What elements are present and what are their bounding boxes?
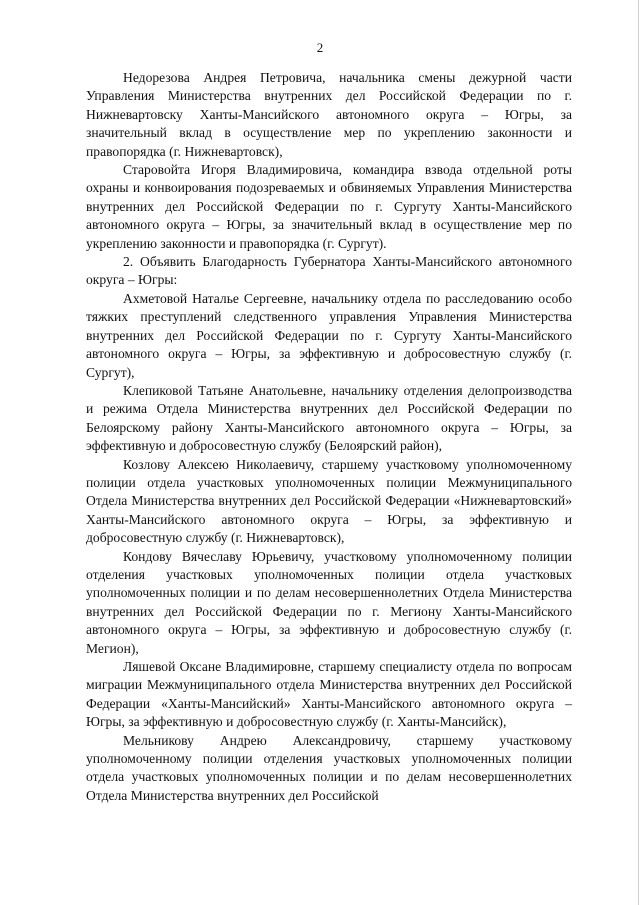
paragraph-gratitude-lyasheva: Ляшевой Оксане Владимировне, старшему специалисту отдела по вопросам миграции Межмуниципального отдела Министерства внутренних дел Российской Федерации «Ханты-Мансийский» Ханты-Мансийского автономного округа – Югры, за эффективную и добросовестную службу (г. Ханты-Мансийск), <box>86 659 572 730</box>
page-edge <box>638 0 639 905</box>
paragraph-gratitude-melnikov: Мельникову Андрею Александровичу, старшему участковому уполномоченному полиции отделения участковых уполномоченных полиции отдела участковых уполномоченных полиции и по делам несовершеннолетних Отдела Министерства внутренних дел Российской <box>86 732 572 803</box>
paragraph-award-starovoit: Старовойта Игоря Владимировича, командира взвода отдельной роты охраны и конвоирования подозреваемых и обвиняемых Управления Министерства внутренних дел Российской Федерации по г. Сургуту Ханты-Мансийского автономного округа – Югры, за значительный вклад в осуществление мер по укреплению законности и правопорядка (г. Сургут). <box>86 162 572 251</box>
page-number: 2 <box>316 40 324 55</box>
paragraph-gratitude-kozlov: Козлову Алексею Николаевичу, старшему участковому уполномоченному полиции отдела участковых уполномоченных полиции Межмуниципального Отдела Министерства внутренних дел Российской Федерации «Нижневартовский» Ханты-Мансийского автономного округа – Югры, за эффективную и добросовестную службу (г. Нижневартовск), <box>86 456 572 546</box>
paragraph-award-nedorezov: Недорезова Андрея Петровича, начальника смены дежурной части Управления Министерства внутренних дел Российской Федерации по г. Нижневартовску Ханты-Мансийского автономного округа – Югры, за значительный вклад в осуществление мер по укреплению законности и правопорядка (г. Нижневартовск), <box>86 70 572 159</box>
paragraph-gratitude-akhmetova: Ахметовой Наталье Сергеевне, начальнику отдела по расследованию особо тяжких преступлений следственного управления Управления Министерства внутренних дел Российской Федерации по г. Сургуту Ханты-Мансийского автономного округа – Югры, за эффективную и добросовестную службу (г. Сургут), <box>86 290 572 380</box>
document-body <box>86 69 572 805</box>
paragraph-gratitude-kondov: Кондову Вячеславу Юрьевичу, участковому уполномоченному полиции отделения участковых уполномоченных полиции отдела участковых уполномоченных полиции и по делам несовершеннолетних Отдела Министерства внутренних дел Российской Федерации по г. Мегиону Ханты-Мансийского автономного округа – Югры, за эффективную и добросовестную службу (г. Мегион), <box>86 548 572 656</box>
paragraph-gratitude-heading: 2. Объявить Благодарность Губернатора Ханты-Мансийского автономного округа – Югры: <box>86 254 572 288</box>
paragraph-gratitude-klepikova: Клепиковой Татьяне Анатольевне, начальнику отделения делопроизводства и режима Отдела Министерства внутренних дел Российской Федерации по Белоярскому району Ханты-Мансийского автономного округа – Югры, за эффективную и добросовестную службу (Белоярский район), <box>86 382 572 454</box>
